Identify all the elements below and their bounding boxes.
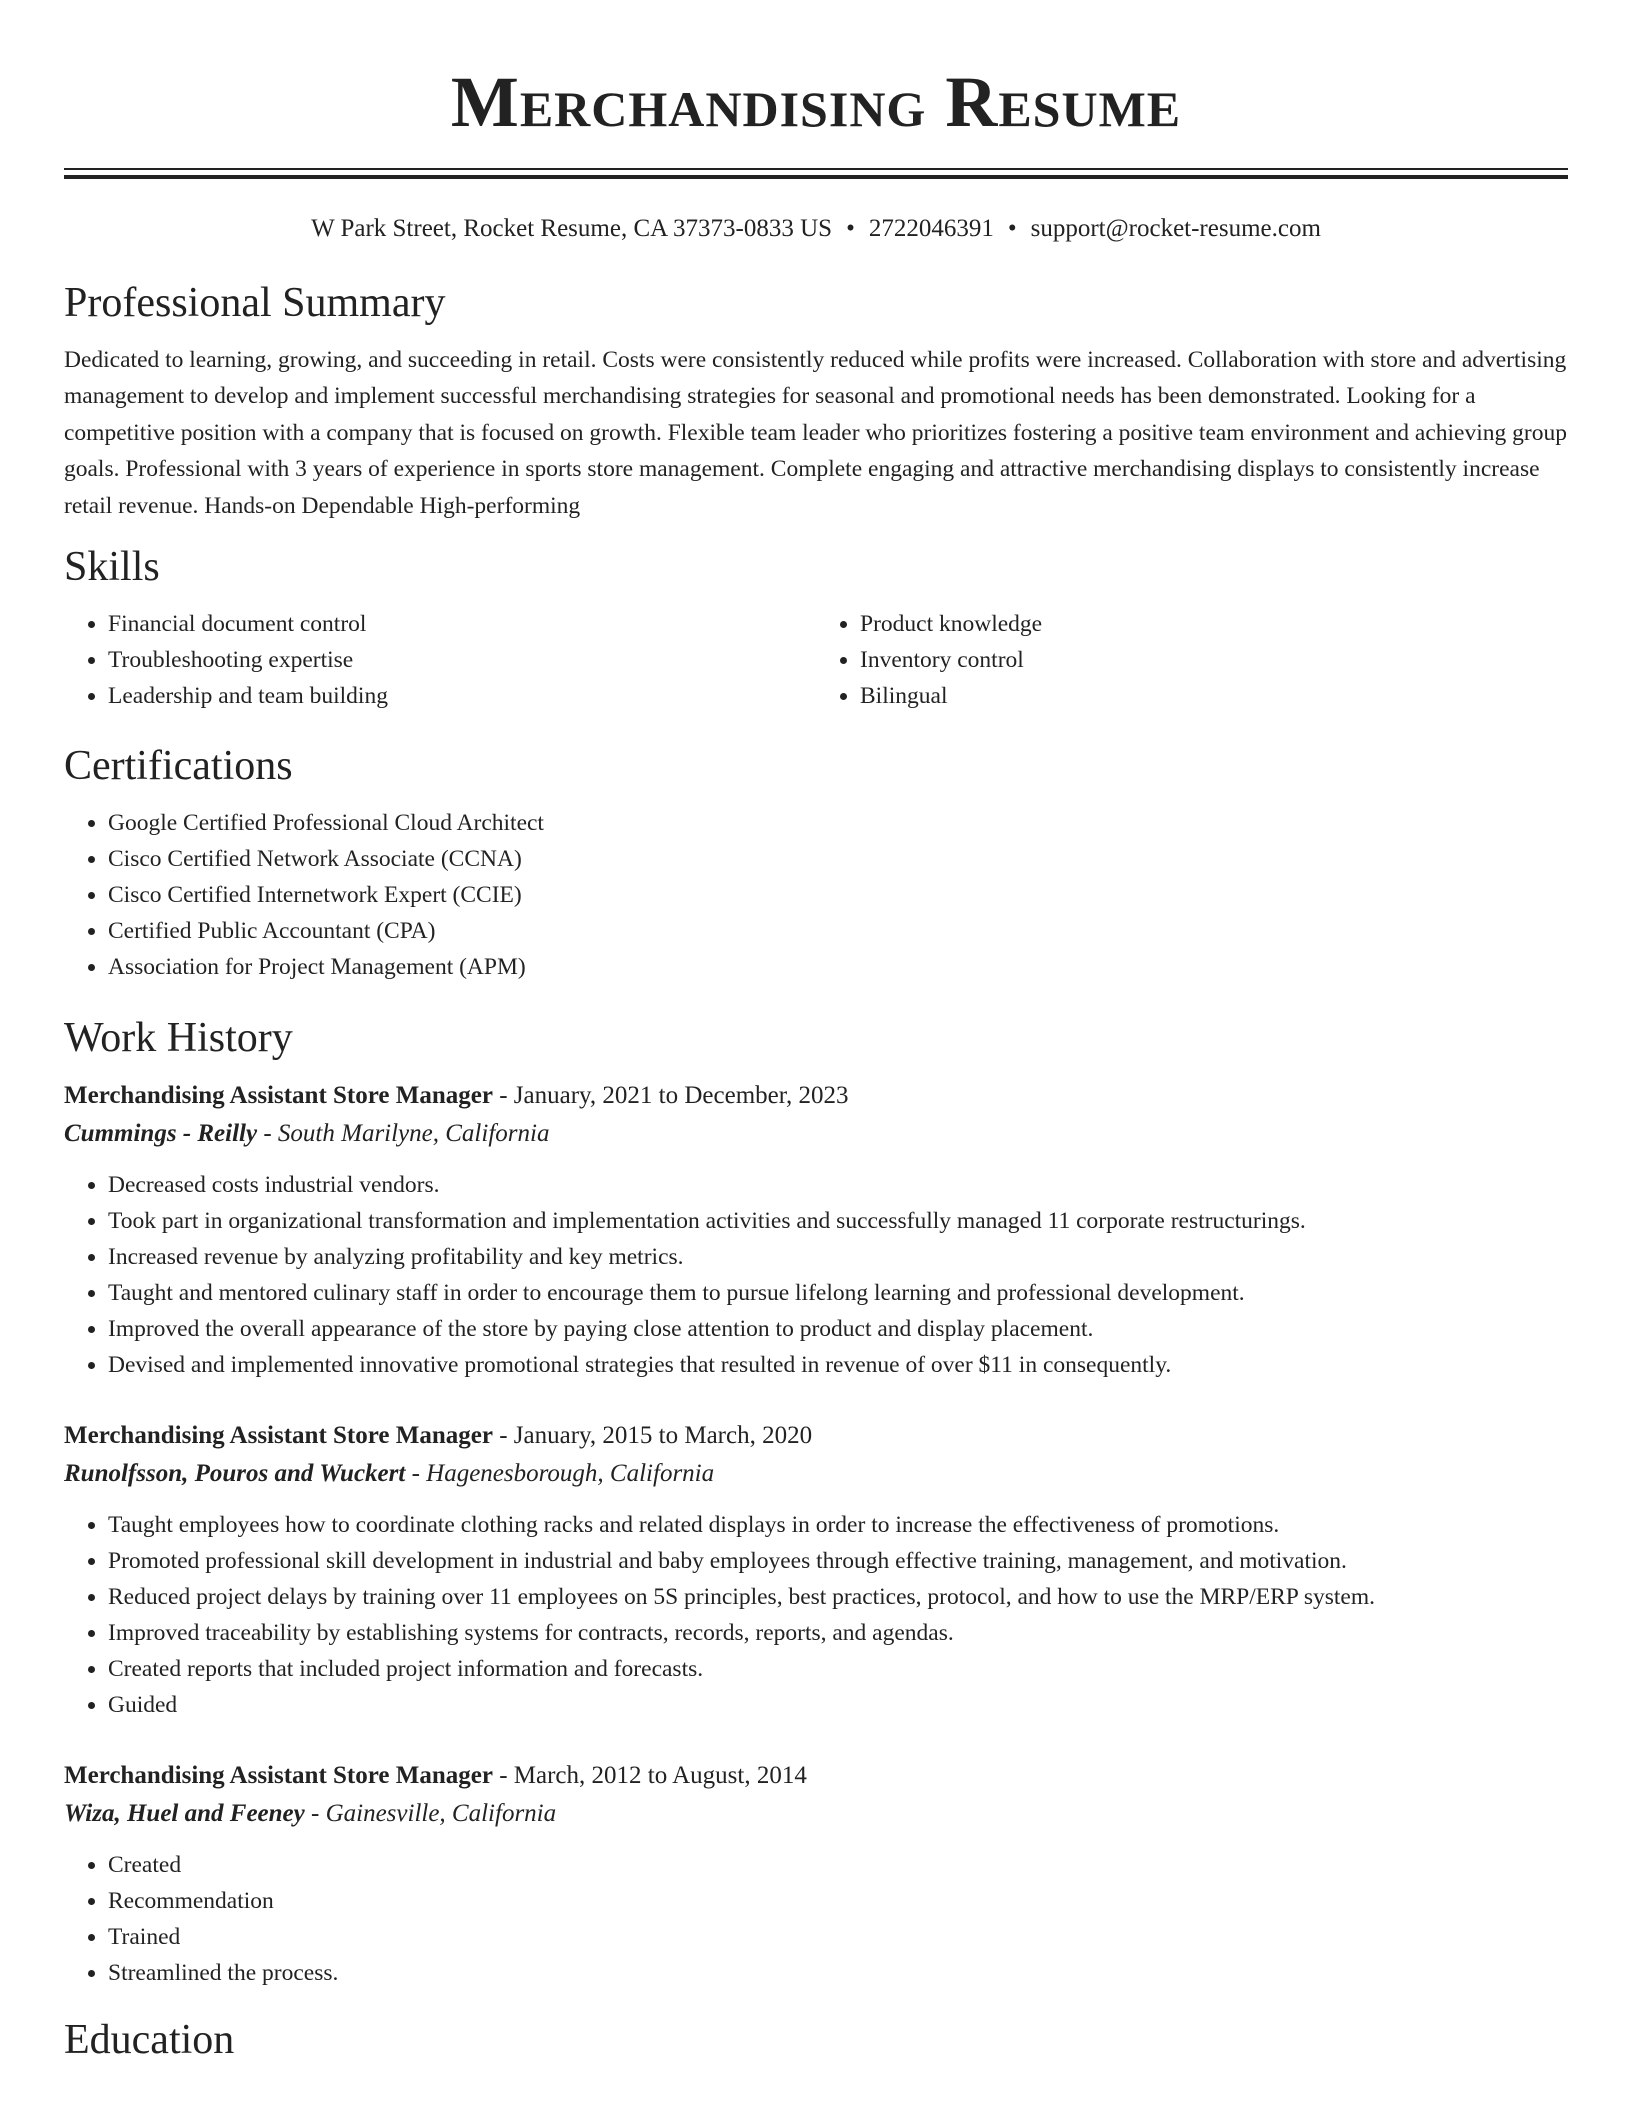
list-item: • Reduced project delays by training over 11 employees on 5S principles, best practices, protocol, and how to use the MRP/ERP system. bbox=[108, 1579, 1568, 1615]
document-title: Merchandising Resume bbox=[450, 62, 1182, 142]
job-location: - South Marilyne, California bbox=[257, 1120, 550, 1148]
list-item: • Created bbox=[108, 1847, 1568, 1883]
list-item: • Took part in organizational transformation and implementation activities and successfully managed 11 corporate restructurings. bbox=[108, 1203, 1568, 1239]
job-title-line bbox=[64, 1417, 1568, 1455]
contact-separator: • bbox=[846, 215, 855, 242]
job-bullets bbox=[64, 1167, 1568, 1383]
title-divider bbox=[64, 168, 1568, 179]
job-entry bbox=[64, 1077, 1568, 1383]
list-item: • Financial document control bbox=[108, 606, 816, 642]
list-item: • Improved the overall appearance of the store by paying close attention to product and display placement. bbox=[108, 1311, 1568, 1347]
job-company: Wiza, Huel and Feeney bbox=[64, 1800, 305, 1828]
list-item: • Google Certified Professional Cloud Architect bbox=[108, 805, 1568, 841]
job-title: Merchandising Assistant Store Manager bbox=[64, 1082, 493, 1110]
contact-email[interactable]: support@rocket-resume.com bbox=[1030, 215, 1321, 242]
list-item: • Product knowledge bbox=[860, 606, 1568, 642]
job-company-line bbox=[64, 1455, 1568, 1493]
list-item: • Certified Public Accountant (CPA) bbox=[108, 913, 1568, 949]
list-item: • Improved traceability by establishing systems for contracts, records, reports, and agendas. bbox=[108, 1615, 1568, 1651]
divider-thick bbox=[64, 175, 1568, 179]
list-item: • Cisco Certified Network Associate (CCNA) bbox=[108, 841, 1568, 877]
list-item: • Devised and implemented innovative promotional strategies that resulted in revenue of over $11 in consequently. bbox=[108, 1347, 1568, 1383]
list-item: • Association for Project Management (APM) bbox=[108, 949, 1568, 985]
list-item: • Promoted professional skill development in industrial and baby employees through effective training, management, and motivation. bbox=[108, 1543, 1568, 1579]
skills-list-right bbox=[816, 606, 1568, 714]
job-title-line bbox=[64, 1077, 1568, 1115]
job-entry bbox=[64, 1757, 1568, 1991]
contact-address: W Park Street, Rocket Resume, CA 37373-0833 US bbox=[311, 215, 833, 242]
job-location: - Gainesville, California bbox=[304, 1800, 557, 1828]
work-history-section bbox=[64, 1013, 1568, 1991]
summary-section bbox=[64, 278, 1568, 524]
job-dates: - January, 2021 to December, 2023 bbox=[492, 1082, 849, 1110]
contact-line bbox=[64, 213, 1568, 245]
certifications-list bbox=[64, 805, 1568, 985]
skills-heading: Skills bbox=[64, 544, 160, 591]
list-item: • Streamlined the process. bbox=[108, 1955, 1568, 1991]
list-item: • Trained bbox=[108, 1919, 1568, 1955]
job-company: Cummings - Reilly bbox=[64, 1120, 258, 1148]
job-company-line bbox=[64, 1795, 1568, 1833]
list-item: • Taught employees how to coordinate clothing racks and related displays in order to increase the effectiveness of promotions. bbox=[108, 1507, 1568, 1543]
list-item: • Created reports that included project information and forecasts. bbox=[108, 1651, 1568, 1687]
skills-section bbox=[64, 542, 1568, 714]
list-item: • Cisco Certified Internetwork Expert (CCIE) bbox=[108, 877, 1568, 913]
list-item: • Troubleshooting expertise bbox=[108, 642, 816, 678]
list-item: • Guided bbox=[108, 1687, 1568, 1723]
skills-grid bbox=[64, 606, 1568, 714]
list-item: • Taught and mentored culinary staff in order to encourage them to pursue lifelong learning and professional development. bbox=[108, 1275, 1568, 1311]
contact-separator: • bbox=[1007, 215, 1017, 242]
job-bullets bbox=[64, 1847, 1568, 1991]
summary-heading: Professional Summary bbox=[64, 280, 446, 326]
certifications-section bbox=[64, 741, 1568, 985]
contact-phone: 2722046391 bbox=[868, 215, 994, 242]
skills-list-left bbox=[64, 606, 816, 714]
education-section bbox=[64, 2015, 1568, 2065]
summary-text: Dedicated to learning, growing, and succeeding in retail. Costs were consistently reduced while profits were increased. Collaboration with store and advertising management to develop and implement successful merchandising strategies for seasonal and promotional needs has been demonstrated. Looking for a competitive position with a company that is focused on growth. Flexible team leader who prioritizes fostering a positive team environment and achieving group goals. Professional with 3 years of experience in sports store management. Complete engaging and attractive merchandising displays to consistently increase retail revenue. Hands-on Dependable High-performing bbox=[64, 347, 1567, 519]
job-entry bbox=[64, 1417, 1568, 1723]
work-history-heading: Work History bbox=[64, 1015, 293, 1062]
certifications-heading: Certifications bbox=[64, 743, 293, 790]
list-item: • Recommendation bbox=[108, 1883, 1568, 1919]
job-location: - Hagenesborough, California bbox=[405, 1460, 715, 1488]
list-item: • Increased revenue by analyzing profitability and key metrics. bbox=[108, 1239, 1568, 1275]
list-item: • Leadership and team building bbox=[108, 678, 816, 714]
education-heading: Education bbox=[64, 2017, 235, 2064]
job-company-line bbox=[64, 1115, 1568, 1153]
list-item: • Decreased costs industrial vendors. bbox=[108, 1167, 1568, 1203]
job-bullets bbox=[64, 1507, 1568, 1723]
job-dates: - January, 2015 to March, 2020 bbox=[492, 1422, 813, 1450]
job-title: Merchandising Assistant Store Manager bbox=[64, 1422, 493, 1450]
list-item: • Bilingual bbox=[860, 678, 1568, 714]
job-company: Runolfsson, Pouros and Wuckert bbox=[64, 1460, 406, 1488]
job-dates: - March, 2012 to August, 2014 bbox=[492, 1762, 807, 1790]
resume-page bbox=[64, 0, 1568, 2065]
list-item: • Inventory control bbox=[860, 642, 1568, 678]
job-title-line bbox=[64, 1757, 1568, 1795]
divider-thin bbox=[64, 168, 1568, 170]
job-title: Merchandising Assistant Store Manager bbox=[64, 1762, 493, 1790]
